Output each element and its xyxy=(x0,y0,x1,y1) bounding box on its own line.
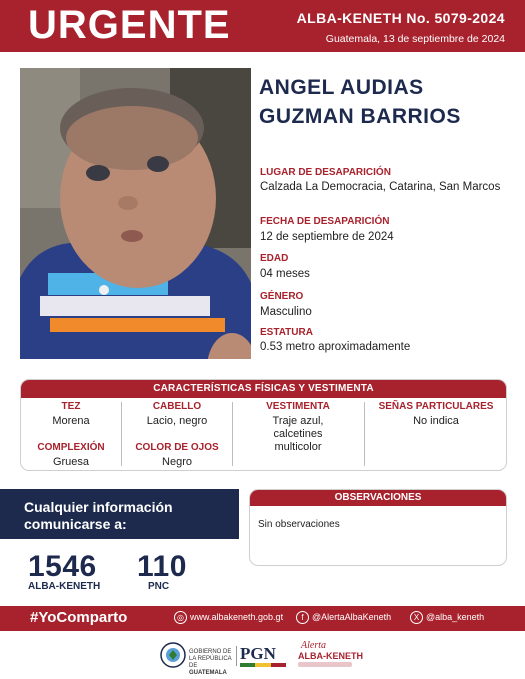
vestimenta-line: Traje azul, xyxy=(272,415,324,427)
facebook-link[interactable]: @AlertaAlbaKeneth xyxy=(312,612,392,622)
field-label-height: ESTATURA xyxy=(260,327,313,338)
contact-banner xyxy=(0,489,239,539)
facebook-icon: f xyxy=(296,611,309,624)
gov-logo-text xyxy=(189,649,234,677)
complexion-block xyxy=(21,442,121,469)
vestimenta-block xyxy=(233,401,363,454)
x-link[interactable]: @alba_keneth xyxy=(426,612,485,622)
header-banner xyxy=(0,0,525,52)
tez-block xyxy=(21,401,121,428)
guatemala-seal-icon xyxy=(160,641,186,669)
cabello-block xyxy=(122,401,232,428)
ojos-block xyxy=(122,442,232,469)
cabello-label: CABELLO xyxy=(152,401,202,412)
phone-label-pnc: PNC xyxy=(148,581,170,592)
phone-label-alba: ALBA-KENETH xyxy=(28,581,101,592)
field-value-gender: Masculino xyxy=(260,306,312,318)
globe-icon: ◎ xyxy=(174,611,187,624)
vestimenta-label: VESTIMENTA xyxy=(266,401,330,412)
vestimenta-line: multicolor xyxy=(274,441,322,453)
person-name-line2: GUZMAN BARRIOS xyxy=(259,105,461,128)
complexion-value: Gruesa xyxy=(52,456,90,468)
tez-label: TEZ xyxy=(61,401,81,412)
missing-person-photo xyxy=(20,68,251,359)
observations-box xyxy=(249,489,507,566)
phone-number-alba[interactable]: 1546 xyxy=(28,550,97,583)
field-value-location: Calzada La Democracia, Catarina, San Marcos xyxy=(260,181,501,193)
characteristics-box xyxy=(20,379,507,471)
pgn-logo: PGN xyxy=(240,644,276,663)
field-label-date: FECHA DE DESAPARICIÓN xyxy=(260,216,390,227)
footer-bar xyxy=(0,606,525,631)
pgn-stripe xyxy=(240,663,286,667)
contact-line1: Cualquier información xyxy=(24,499,173,515)
alerta-logo-top: Alerta xyxy=(301,640,326,651)
complexion-label: COMPLEXIÓN xyxy=(37,442,105,453)
case-date: Guatemala, 13 de septiembre de 2024 xyxy=(325,33,505,45)
field-value-age: 04 meses xyxy=(260,268,310,280)
characteristics-title: CARACTERÍSTICAS FÍSICAS Y VESTIMENTA xyxy=(21,380,506,398)
senas-block xyxy=(365,401,507,428)
field-label-gender: GÉNERO xyxy=(260,291,304,302)
ojos-label: COLOR DE OJOS xyxy=(135,442,219,453)
field-label-location: LUGAR DE DESAPARICIÓN xyxy=(260,167,391,178)
observations-text: Sin observaciones xyxy=(258,519,340,530)
cabello-value: Lacio, negro xyxy=(146,415,208,427)
phone-number-pnc[interactable]: 110 xyxy=(137,550,187,583)
observations-title: OBSERVACIONES xyxy=(250,490,506,506)
alerta-logo-bar xyxy=(298,662,352,667)
senas-label: SEÑAS PARTICULARES xyxy=(378,401,494,412)
person-name-line1: ANGEL AUDIAS xyxy=(259,76,424,99)
field-label-age: EDAD xyxy=(260,253,289,264)
gov-line: GUATEMALA xyxy=(189,670,227,676)
ojos-value: Negro xyxy=(162,456,192,468)
hashtag: #YoComparto xyxy=(30,609,128,626)
senas-value: No indica xyxy=(413,415,459,427)
field-value-height: 0.53 metro aproximadamente xyxy=(260,341,411,353)
gov-line: GOBIERNO DE LA REPÚBLICA DE xyxy=(189,649,232,669)
case-number: ALBA-KENETH No. 5079-2024 xyxy=(296,10,505,26)
alerta-logo-main: ALBA-KENETH xyxy=(298,651,363,661)
logo-divider xyxy=(236,646,237,666)
logos-row xyxy=(0,636,525,676)
contact-text xyxy=(24,499,234,533)
person-name xyxy=(259,73,519,131)
field-value-date: 12 de septiembre de 2024 xyxy=(260,231,394,243)
x-icon: X xyxy=(410,611,423,624)
contact-line2: comunicarse a: xyxy=(24,516,127,532)
vestimenta-line: calcetines xyxy=(273,428,323,440)
tez-value: Morena xyxy=(52,415,90,427)
urgent-title: URGENTE xyxy=(28,3,231,47)
website-link[interactable]: www.albakeneth.gob.gt xyxy=(190,612,284,622)
vestimenta-value xyxy=(233,415,363,454)
